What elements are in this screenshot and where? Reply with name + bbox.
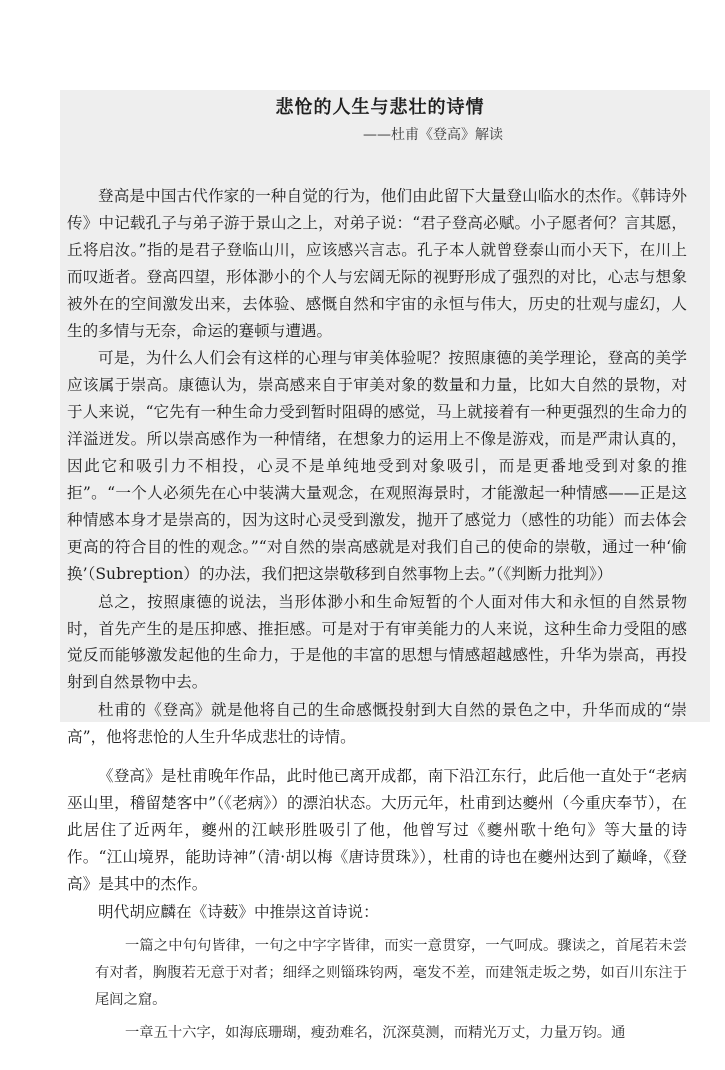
article-title: 悲怆的人生与悲壮的诗情 [275,97,485,118]
paragraph: 登高是中国古代作家的一种自觉的行为，他们由此留下大量登山临水的杰作。《韩诗外传》中记载孔子与弟子游于景山之上，对弟子说：“君子登高必赋。小子愿者何？言其愿，丘将启汝。”指的是君子登临山川，应该感兴言志。孔子本人就曾登泰山而小天下，在川上而叹逝者。登高四望，形体渺小的个人与宏阔无际的视野形成了强烈的对比，心志与想象被外在的空间激发出来，去体验、感慨自然和宇宙的永恒与伟大，历史的壮观与虚幻，人生的多情与无奈，命运的蹇顿与遭遇。 [67,187,687,340]
paragraph: 《登高》是杜甫晚年作品，此时他已离开成都，南下沿江东行，此后他一直处于“老病巫山里，稽留楚客中”（《老病》）的漂泊状态。大历元年，杜甫到达夔州（今重庆奉节），在此居住了近两年，夔州的江峡形胜吸引了他，他曾写过《夔州歌十绝句》等大量的诗作。“江山境界，能助诗神”（清·胡以梅《唐诗贯珠》），杜甫的诗也在夔州达到了巅峰，《登高》是其中的杰作。 [67,767,687,893]
article-subtitle: ——杜甫《登高》解读 [363,127,503,143]
paragraph: 杜甫的《登高》就是他将自己的生命感慨投射到大自然的景色之中，升华而成的“崇高”，他将悲怆的人生升华成悲壮的诗情。 [67,701,687,747]
block-quote: 一章五十六字，如海底珊瑚，瘦劲难名，沉深莫测，而精光万丈，力量万钧。通 [125,1025,626,1042]
block-quote: 一篇之中句句皆律，一句之中字字皆律，而实一意贯穿，一气呵成。骤读之，首尾若未尝有对者，胸腹若无意于对者；细绎之则锱珠钧两，毫发不差，而建瓴走坂之势，如百川东注于尾闾之窟。 [95,938,687,1009]
paragraph: 明代胡应麟在《诗薮》中推崇这首诗说： [98,902,379,921]
article-body [67,94,687,1047]
paragraph: 总之，按照康德的说法，当形体渺小和生命短暂的个人面对伟大和永恒的自然景物时，首先产生的是压抑感、推拒感。可是对于有审美能力的人来说，这种生命力受阻的感觉反而能够激发起他的生命力，于是他的丰富的思想与情感超越感性，升华为崇高，再投射到自然景物中去。 [67,592,687,692]
paragraph: 可是，为什么人们会有这样的心理与审美体验呢？按照康德的美学理论，登高的美学应该属于崇高。康德认为，崇高感来自于审美对象的数量和力量，比如大自然的景物，对于人来说，“它先有一种生命力受到暂时阻碍的感觉，马上就接着有一种更强烈的生命力的洋溢迸发。所以崇高感作为一种情绪，在想象力的运用上不像是游戏，而是严肃认真的，因此它和吸引力不相投，心灵不是单纯地受到对象吸引，而是更番地受到对象的推拒”。“一个人必须先在心中装满大量观念，在观照海景时，才能激起一种情感——正是这种情感本身才是崇高的，因为这时心灵受到激发，抛开了感觉力（感性的功能）而去体会更高的符合目的性的观念。”“对自然的崇高感就是对我们自己的使命的崇敬，通过一种‘偷换’（Subreption）的办法，我们把这崇敬移到自然事物上去。”（《判断力批判》） [67,349,687,583]
